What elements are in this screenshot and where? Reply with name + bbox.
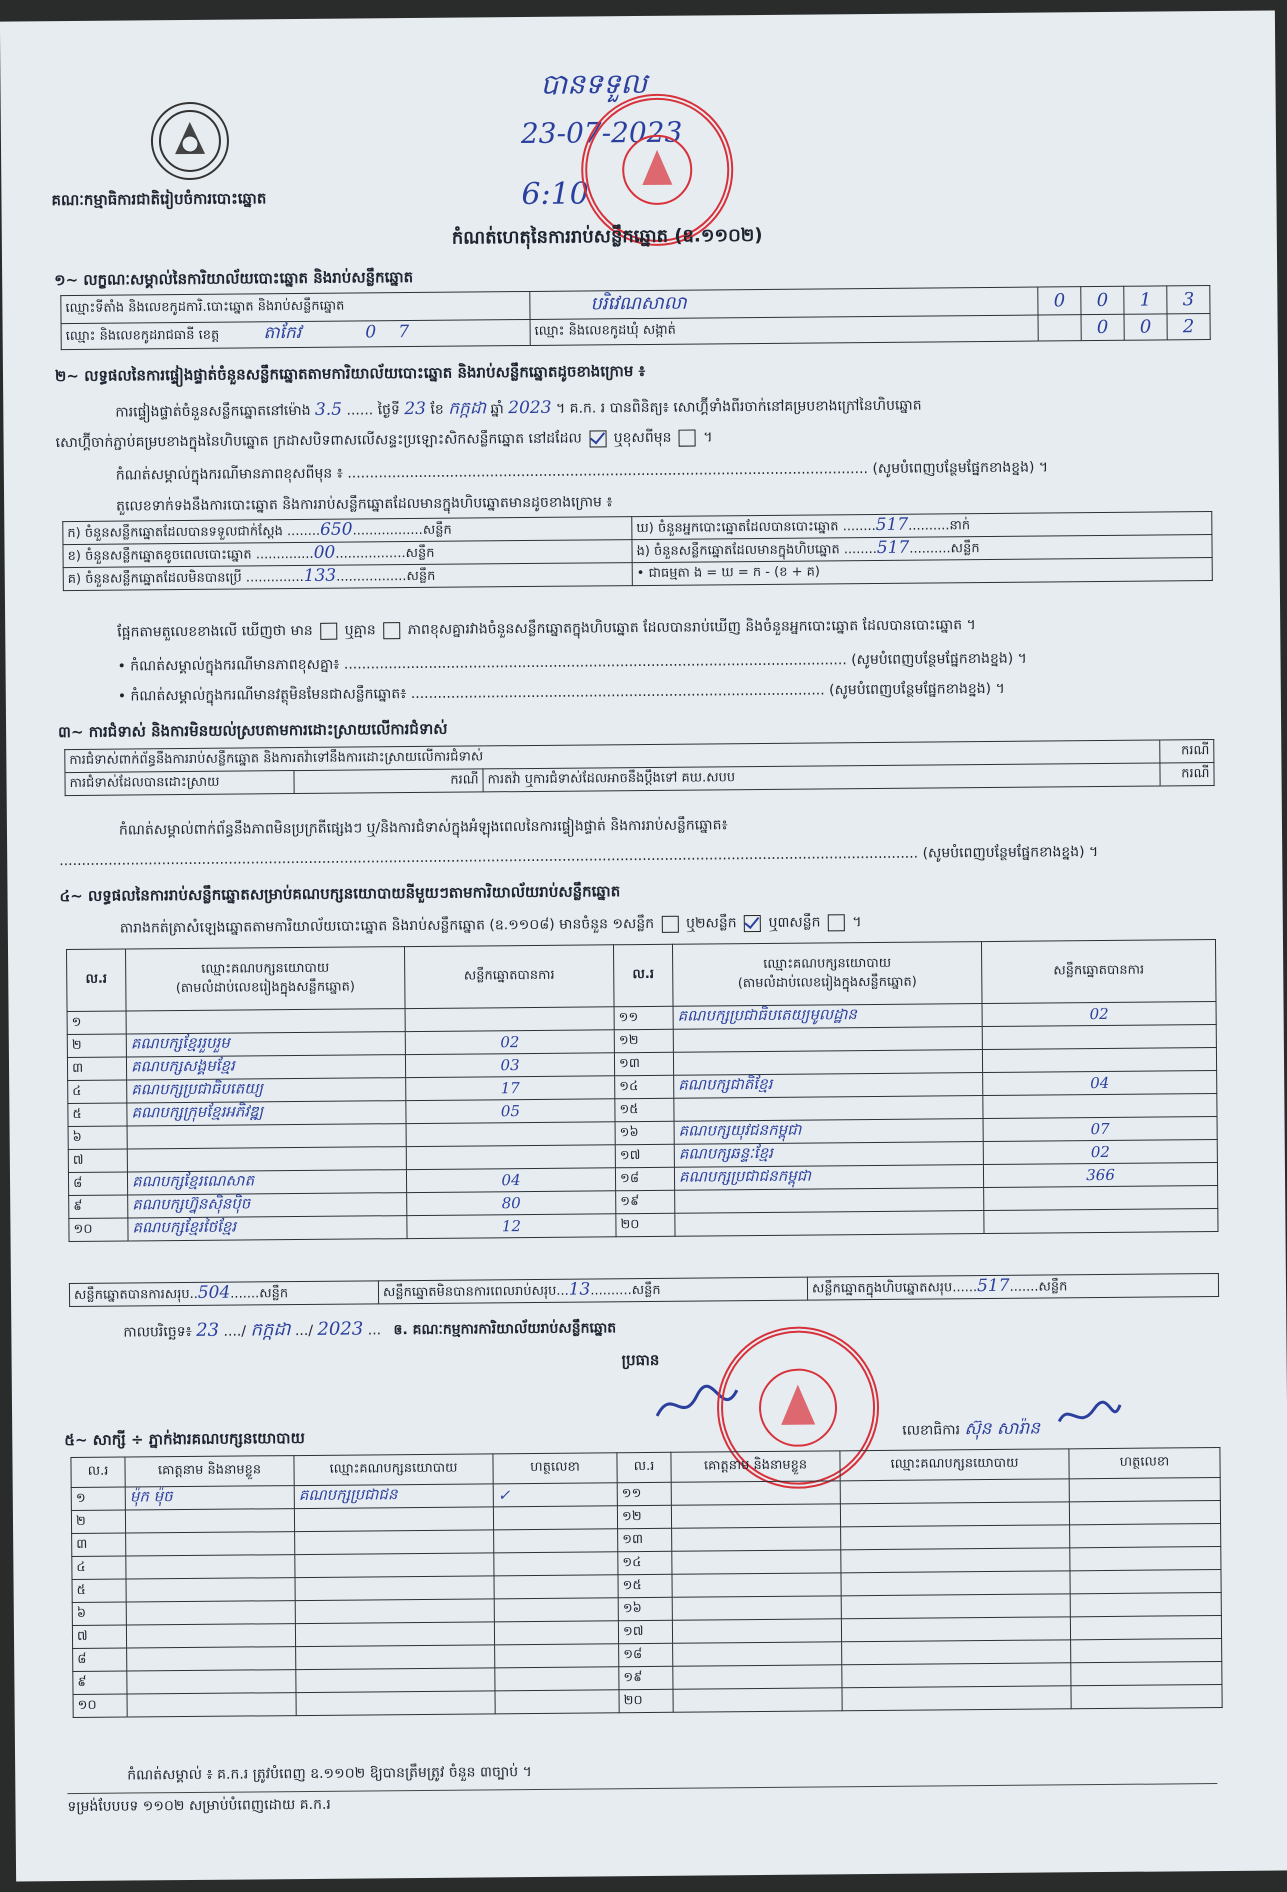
witness-party <box>840 1502 1069 1527</box>
witness-party <box>295 1599 494 1624</box>
total-unit: សន្លឹក <box>259 1286 289 1302</box>
secretary-signature <box>1054 1411 1124 1440</box>
party-votes <box>405 1007 614 1032</box>
party-name <box>127 1147 406 1172</box>
witness-name <box>673 1688 842 1712</box>
witness-name <box>126 1601 295 1625</box>
count-value: 517 <box>875 514 909 535</box>
bullet1: • កំណត់សម្គាល់ក្នុងករណីមានភាពខុសគ្នា៖ <box>117 656 340 675</box>
party-no: ៣ <box>67 1057 126 1081</box>
witness-signature <box>1071 1684 1222 1708</box>
witness-party <box>295 1553 494 1578</box>
counts-row: គ) ចំនួនសន្លឹកឆ្នោតដែលមិនបានប្រើ ..............133.................សន្លឹក • ជាធម្មតា ង = ឃ = ក - (ខ + គ) <box>63 558 1212 591</box>
row2-label-text: ឈ្មោះ និងលេខកូដរាជធានី ខេត្ត <box>65 327 220 345</box>
witness-no: ៨ <box>73 1648 127 1671</box>
party-votes <box>982 1025 1216 1050</box>
party-no: ១៥ <box>615 1098 674 1122</box>
handwritten-received: បានទទួល <box>540 66 648 101</box>
witness-no: ៤ <box>72 1556 126 1579</box>
section2-heading: ២~ លទ្ធផលនៃការផ្ទៀងផ្ទាត់ចំនួនសន្លឹកឆ្នោតតាមការិយាល័យបោះឆ្នោត និងរាប់សន្លឹកឆ្នោតដូចខាងក្រោម ៖ <box>54 361 646 386</box>
para1-e: ។ គ.ក. រ បានពិនិត្យ៖ សោហ្គ៊ីទាំងពីរចាក់នៅគម្របខាងក្រៅនៃហិបឆ្នោត <box>555 397 922 417</box>
party-no: ១ <box>67 1011 126 1035</box>
witness-name <box>672 1550 841 1574</box>
opt2-label: ឬ២សន្លឹក <box>685 915 737 932</box>
date-line: កាលបរិច្ឆេទ៖ 23 ..../ កក្កដា .../ 2023 ... ឲ. គណៈកម្មការការិយាល័យរាប់សន្លឹកឆ្នោត <box>123 1318 617 1341</box>
row2-digit: 0 <box>1124 314 1167 340</box>
witness-signature <box>494 1575 618 1599</box>
count-label: ឃ) ចំនួនអ្នកបោះឆ្នោតដែលបានបោះឆ្នោត <box>636 519 839 537</box>
party-name: គណបក្សជាតិខ្មែរ <box>674 1073 983 1099</box>
total-valid: 504 <box>197 1282 231 1303</box>
section5-note: កំណត់សម្គាល់ ៖ គ.ក.រ ត្រូវបំពេញ ឧ.១១០២ ឱ្យបានត្រឹមត្រូវ ចំនួន ៣ច្បាប់ ។ <box>127 1764 532 1784</box>
witness-party <box>296 1691 495 1716</box>
witness-party <box>841 1594 1070 1619</box>
witness-signature <box>1070 1524 1221 1548</box>
footer-text: ទម្រង់បែបបទ ១១០២ សម្រាប់បំពេញដោយ គ.ក.រ <box>67 1796 331 1816</box>
witness-signature <box>1069 1478 1220 1502</box>
discrepancy-line <box>117 615 976 643</box>
witness-no: ៦ <box>72 1602 126 1625</box>
witness-signature <box>1070 1593 1221 1617</box>
w-col-sig: ហត្ថលេខា <box>493 1453 617 1484</box>
party-name: គណបក្សក្រុមខ្មែរអភិវឌ្ឍ <box>127 1101 406 1126</box>
total-invalid-cell: សន្លឹកឆ្នោតមិនបានការពេលរាប់សរុប...13..........សន្លឹក <box>378 1277 807 1304</box>
witness-party <box>295 1530 494 1555</box>
witness-party: គណបក្សប្រជាជន <box>294 1484 493 1509</box>
check-day: 23 <box>404 398 427 420</box>
counts-table <box>62 511 1213 591</box>
witness-name <box>671 1481 840 1505</box>
row2-digit: 2 <box>1167 314 1210 340</box>
case-label: ករណី <box>294 769 483 794</box>
row2-value: តាកែវ <box>263 322 302 344</box>
witness-signature <box>495 1690 619 1714</box>
w-col-no: ល.រ <box>71 1457 125 1487</box>
party-no: ៩ <box>69 1195 128 1219</box>
row2-label <box>61 319 530 349</box>
witness-signature <box>495 1644 619 1668</box>
party-name: គណបក្សខ្មែរណេសាត <box>127 1170 406 1195</box>
counts-row: ខ) ចំនួនសន្លឹកឆ្នោតខូចពេលបោះឆ្នោត ..............00.................សន្លឹក ង) ចំនួនសន្លឹកឆ្នោតដែលមានក្នុងហិបឆ្នោត ........517..........សន្លឹក <box>63 535 1212 568</box>
row1-label: ឈ្មោះទីតាំង និងលេខកូដការិ.បោះឆ្នោត និងរាប់សន្លឹកឆ្នោត <box>61 291 530 323</box>
intro-end: ។ <box>852 914 862 931</box>
section3-note-line: ................................................................................................................................................................................................. (សូមបំពេញបន្ថែមផ្នែកខាងខ្នង) ។ <box>59 844 1099 870</box>
party-votes: 04 <box>983 1071 1217 1096</box>
party-no: ១៨ <box>615 1167 674 1191</box>
witness-name <box>672 1596 841 1620</box>
party-name <box>675 1188 984 1214</box>
note-diff: កំណត់សម្គាល់ក្នុងករណីមានភាពខុសពីមុន ៖ <box>115 465 343 484</box>
case-label: ករណី <box>1160 740 1214 763</box>
changed-checkbox[interactable] <box>679 429 696 446</box>
witness-party <box>841 1617 1070 1642</box>
table-intro: តួលេខទាក់ទងនឹងការបោះឆ្នោត និងការរាប់សន្លឹកឆ្នោតដែលមានក្នុងហិបឆ្នោតមានដូចខាងក្រោម ៖ <box>116 494 613 515</box>
witness-no: ៣ <box>72 1533 126 1556</box>
total-box-label: សន្លឹកឆ្នោតក្នុងហិបឆ្នោតសរុប <box>811 1280 953 1297</box>
col-party-title: ឈ្មោះគណបក្សនយោបាយ <box>763 955 892 972</box>
unchanged-checkbox[interactable] <box>589 430 606 447</box>
party-name: គណបក្សប្រជាធិបតេយ្យ <box>127 1078 406 1103</box>
handwritten-date: 23-07-2023 <box>520 115 683 151</box>
after2: ឬគ្មាន <box>344 622 376 639</box>
party-votes: 03 <box>405 1053 614 1078</box>
date-label: កាលបរិច្ឆេទ៖ <box>123 1323 192 1341</box>
party-name <box>674 1096 983 1122</box>
para1-d: ឆ្នាំ <box>490 401 504 418</box>
counts-row: ក) ចំនួនសន្លឹកឆ្នោតដែលបានទទួលជាក់ស្តែង ........650.................សន្លឹក ឃ) ចំនួនអ្នកបោះឆ្នោតដែលបានបោះឆ្នោត ........517..........នាក់ <box>63 512 1212 545</box>
party-votes: 02 <box>405 1030 614 1055</box>
witness-name <box>127 1670 296 1694</box>
total-box: 517 <box>976 1275 1010 1297</box>
party-votes: 07 <box>983 1117 1217 1142</box>
witness-signature <box>1070 1616 1221 1640</box>
party-votes <box>984 1209 1218 1234</box>
results-table <box>66 939 1219 1242</box>
witness-signature <box>493 1506 617 1530</box>
count-unit: នាក់ <box>949 518 971 534</box>
witness-signature <box>494 1621 618 1645</box>
count-value: 00 <box>313 542 336 563</box>
row1-digit: 3 <box>1167 286 1210 314</box>
formula: • ជាធម្មតា ង = ឃ = ក - (ខ + គ) <box>636 563 820 581</box>
witness-no: ១៨ <box>619 1643 673 1666</box>
objection-row1: ការជំទាស់ពាក់ព័ន្ធនឹងការរាប់សន្លឹកឆ្នោត និងការតវ៉ាទៅនឹងការដោះស្រាយលើការជំទាស់ <box>65 740 1161 773</box>
party-no: ១៦ <box>615 1121 674 1145</box>
secretary-line <box>902 1397 1125 1444</box>
witness-party <box>841 1525 1070 1550</box>
witness-no: ១៩ <box>619 1666 673 1689</box>
objections-table <box>64 739 1214 796</box>
count-value: 517 <box>876 537 910 558</box>
party-no: ៤ <box>68 1080 127 1104</box>
witness-signature <box>1070 1570 1221 1594</box>
total-invalid: 13 <box>568 1279 591 1300</box>
party-votes: 366 <box>983 1163 1217 1188</box>
witness-name <box>125 1509 294 1533</box>
bullet1-line: • កំណត់សម្គាល់ក្នុងករណីមានភាពខុសគ្នា៖ ................................................................................................................. (សូមបំពេញបន្ថែមផ្នែកខាងខ្នង) ។ <box>117 650 1027 675</box>
witness-party <box>296 1668 495 1693</box>
date-year: 2023 <box>317 1318 364 1340</box>
party-name <box>126 1009 405 1034</box>
count-unit: សន្លឹក <box>406 568 436 585</box>
party-no: ១៣ <box>614 1052 673 1076</box>
count-label: ក) ចំនួនសន្លឹកឆ្នោតដែលបានទទួលជាក់ស្តែង <box>67 524 283 542</box>
party-name: គណបក្សយុវជនកម្ពុជា <box>674 1119 983 1145</box>
party-no: ១១ <box>614 1006 673 1030</box>
count-unit: សន្លឹក <box>405 545 435 562</box>
count-unit: សន្លឹក <box>422 522 452 538</box>
party-name: គណបក្សខ្មែរថៃខ្មែរ <box>128 1216 407 1241</box>
party-no: ១៩ <box>616 1190 675 1214</box>
count-unit: សន្លឹក <box>950 541 980 557</box>
party-votes: 12 <box>407 1214 616 1239</box>
party-no: ២ <box>67 1034 126 1058</box>
para1-g: ឬខុសពីមុន <box>613 429 672 447</box>
section3-heading: ៣~ ការជំទាស់ និងការមិនយល់ស្របតាមការដោះស្រាយលើការជំទាស់ <box>58 719 448 742</box>
one-sheet-checkbox[interactable] <box>662 915 679 932</box>
witness-name <box>127 1647 296 1671</box>
witness-no: ១៥ <box>618 1574 672 1597</box>
note-diff-line: កំណត់សម្គាល់ក្នុងករណីមានភាពខុសពីមុន ៖ ..................................................................................................................... (សូមបំពេញបន្ថែមផ្នែកខាងខ្នង) ។ <box>115 459 1049 484</box>
section1-heading: ១~ លក្ខណៈសម្គាល់នៃការិយាល័យបោះឆ្នោត និងរាប់សន្លឹកឆ្នោត <box>54 268 414 290</box>
witness-party <box>296 1645 495 1670</box>
witness-signature <box>495 1667 619 1691</box>
row2-code: 0 <box>365 322 377 343</box>
party-no: ៨ <box>68 1172 127 1196</box>
witness-party <box>842 1663 1071 1688</box>
row2-digit: 0 <box>1081 314 1124 340</box>
col-votes: សន្លឹកឆ្នោតបានការ <box>404 945 614 1009</box>
witness-party <box>294 1507 493 1532</box>
witness-table <box>70 1447 1222 1718</box>
witness-party <box>840 1479 1069 1504</box>
form-paper <box>0 10 1287 1881</box>
para1-end: ។ <box>703 429 713 446</box>
w-col-name: គោត្តនាម និងនាមខ្លួន <box>671 1451 840 1482</box>
committee-label: ឲ. គណៈកម្មការការិយាល័យរាប់សន្លឹកឆ្នោត <box>393 1320 617 1339</box>
discrepancy-yes-checkbox[interactable] <box>320 622 337 639</box>
witness-no: ១ <box>71 1487 125 1510</box>
section2-para1b <box>56 427 713 454</box>
row1-digit: 0 <box>1081 286 1124 314</box>
note-diff-suffix: (សូមបំពេញបន្ថែមផ្នែកខាងខ្នង) ។ <box>872 459 1049 478</box>
chair-label: ប្រធាន <box>621 1350 660 1370</box>
witness-signature <box>494 1529 618 1553</box>
col-party-sub: (តាមលំដាប់លេខរៀងក្នុងសន្លឹកឆ្នោត) <box>737 974 917 991</box>
date-day: 23 <box>196 1319 220 1341</box>
witness-signature <box>494 1598 618 1622</box>
party-votes: 02 <box>982 1002 1216 1027</box>
party-name: គណបក្សខ្មែររួបរួម <box>126 1032 405 1057</box>
secretary-name: ស៊ុន សារ៉ាន <box>964 1418 1041 1440</box>
witness-no: ១៧ <box>618 1620 672 1643</box>
witness-party <box>295 1576 494 1601</box>
witness-party <box>841 1548 1070 1573</box>
party-votes: 02 <box>983 1140 1217 1165</box>
party-name <box>675 1211 984 1237</box>
section1-table <box>60 285 1210 350</box>
party-no: ៥ <box>68 1103 127 1127</box>
witness-name <box>672 1619 841 1643</box>
party-no: ១៤ <box>615 1075 674 1099</box>
witness-name <box>672 1527 841 1551</box>
total-unit: សន្លឹក <box>631 1282 661 1299</box>
witness-signature <box>1071 1638 1222 1662</box>
handwritten-time: 6:10 <box>521 176 589 213</box>
count-value: 133 <box>303 565 337 586</box>
case-label: ករណី <box>1160 763 1214 786</box>
party-name: គណបក្សប្រជាជនកម្ពុជា <box>674 1165 983 1191</box>
party-votes: 05 <box>406 1099 615 1124</box>
party-votes: 17 <box>406 1076 615 1101</box>
party-no: ៧ <box>68 1149 127 1173</box>
witness-no: ១៦ <box>618 1597 672 1620</box>
w-col-party: ឈ្មោះគណបក្សនយោបាយ <box>294 1454 493 1486</box>
witness-no: ២០ <box>619 1689 673 1712</box>
bullet2-line: • កំណត់សម្គាល់ក្នុងករណីមានវត្ថុមិនមែនជាសន្លឹកឆ្នោត៖ ............................................................................................. (សូមបំពេញបន្ថែមផ្នែកខាងខ្នង) ។ <box>117 680 1005 705</box>
witness-no: ១៤ <box>618 1551 672 1574</box>
after3: ភាពខុសគ្នារវាងចំនួនសន្លឹកឆ្នោតក្នុងហិបឆ្នោត ដែលបានរាប់ឃើញ និងចំនួនអ្នកបោះឆ្នោត ដែលបានបោះឆ្នោត ។ <box>407 617 976 639</box>
witness-no: ១១ <box>617 1482 671 1505</box>
section4-intro-line <box>120 912 862 939</box>
count-label: ខ) ចំនួនសន្លឹកឆ្នោតខូចពេលបោះឆ្នោត <box>67 547 252 565</box>
witness-name <box>673 1642 842 1666</box>
party-no: ៦ <box>68 1126 127 1150</box>
party-votes <box>406 1122 615 1147</box>
form-title: កំណត់ហេតុនៃការរាប់សន្លឹកឆ្នោត (ឧ.១១០២) <box>451 224 763 249</box>
row2-digit-blank <box>1038 315 1081 341</box>
col-party <box>672 942 982 1007</box>
org-name: គណៈកម្មាធិការជាតិរៀបចំការបោះឆ្នោត <box>51 189 267 210</box>
party-votes: 04 <box>406 1168 615 1193</box>
para1-b: ថ្ងៃទី <box>377 402 400 419</box>
witness-name <box>126 1532 295 1556</box>
witness-signature: ✓ <box>493 1483 617 1507</box>
witness-no: ១២ <box>617 1505 671 1528</box>
party-name <box>127 1124 406 1149</box>
total-valid-label: សន្លឹកឆ្នោតបានការសរុប <box>73 1286 190 1303</box>
after1: ផ្អែកតាមតួលេខខាងលើ ឃើញថា មាន <box>117 622 313 641</box>
row2-code: 7 <box>398 322 410 343</box>
row1-digit: 1 <box>1124 286 1167 314</box>
count-value: 650 <box>319 519 353 540</box>
nec-emblem-icon <box>151 102 230 181</box>
witness-signature <box>1070 1547 1221 1571</box>
date-month: កក្កដា <box>250 1319 291 1341</box>
party-name: គណបក្សប្រជាធិបតេយ្យមូលដ្ឋាន <box>673 1004 982 1030</box>
witness-no: ១៣ <box>618 1528 672 1551</box>
party-votes <box>983 1094 1217 1119</box>
witness-no: ២ <box>71 1510 125 1533</box>
party-votes <box>406 1145 615 1170</box>
total-valid-cell: សន្លឹកឆ្នោតបានការសរុប..504.......សន្លឹក <box>69 1281 378 1307</box>
w-col-no: ល.រ <box>617 1452 671 1482</box>
party-name: គណបក្សហ្វ៊ុនស៊ិនប៉ិច <box>128 1193 407 1218</box>
para1-c: ខែ <box>430 401 444 418</box>
witness-party <box>295 1622 494 1647</box>
witness-name <box>126 1555 295 1579</box>
section3-suffix: (សូមបំពេញបន្ថែមផ្នែកខាងខ្នង) ។ <box>922 844 1099 862</box>
w-col-sig: ហត្ថលេខា <box>1069 1448 1220 1479</box>
total-invalid-label: សន្លឹកឆ្នោតមិនបានការពេលរាប់សរុប <box>382 1283 557 1301</box>
witness-name <box>672 1573 841 1597</box>
objection-appeal: ការតវ៉ា ឬការជំទាស់ដែលអាចនឹងប្តឹងទៅ គឃ.សបប <box>483 763 1161 792</box>
w-col-party: ឈ្មោះគណបក្សនយោបាយ <box>840 1449 1069 1481</box>
row2-commune-label: ឈ្មោះ និងលេខកូដឃុំ សង្កាត់ <box>530 315 1038 345</box>
witness-party <box>841 1571 1070 1596</box>
party-name: គណបក្សឆន្ទៈខ្មែរ <box>674 1142 983 1168</box>
three-sheets-checkbox[interactable] <box>828 914 845 931</box>
results-totals <box>69 1273 1219 1307</box>
col-party <box>126 947 406 1011</box>
witness-party <box>842 1686 1071 1711</box>
bullet2: • កំណត់សម្គាល់ក្នុងករណីមានវត្ថុមិនមែនជាសន្លឹកឆ្នោត៖ <box>117 686 407 705</box>
section4-intro: តារាងកត់ត្រាសំឡេងឆ្នោតតាមការិយាល័យបោះឆ្នោត និងរាប់សន្លឹកឆ្នោត (ឧ.១១០៨) មានចំនួន ១សន្លឹក <box>119 915 655 937</box>
party-name <box>673 1050 982 1076</box>
total-unit: សន្លឹក <box>1038 1279 1068 1295</box>
col-no: ល.រ <box>613 944 673 1007</box>
opt3-label: ឬ៣សន្លឹក <box>768 914 821 931</box>
row1-value: បរិវេណសាលា <box>530 287 1038 319</box>
party-votes <box>982 1048 1216 1073</box>
check-year: 2023 <box>508 397 552 419</box>
check-time: 3.5 <box>314 399 343 420</box>
col-no: ល.រ <box>67 949 127 1012</box>
party-no: ១៧ <box>615 1144 674 1168</box>
witness-no: ៥ <box>72 1579 126 1602</box>
count-label: គ) ចំនួនសន្លឹកឆ្នោតដែលមិនបានប្រើ <box>67 570 242 588</box>
objection-resolved: ការជំទាស់ដែលបានដោះស្រាយ <box>65 771 294 796</box>
section5-heading: ៥~ សាក្សី ÷ ភ្នាក់ងារគណបក្សនយោបាយ <box>64 1428 305 1450</box>
witness-name <box>126 1578 295 1602</box>
party-votes: 80 <box>407 1191 616 1216</box>
col-party-title: ឈ្មោះគណបក្សនយោបាយ <box>201 960 330 977</box>
witness-signature <box>494 1552 618 1576</box>
witness-no: ៧ <box>72 1625 126 1648</box>
secretary-label: លេខាធិការ <box>902 1422 961 1439</box>
para1-a: ការផ្ទៀងផ្ទាត់ចំនួនសន្លឹកឆ្នោតនៅម៉ោង <box>115 402 311 421</box>
party-votes <box>984 1186 1218 1211</box>
witness-no: ១០ <box>73 1694 127 1717</box>
bullet2-suffix: (សូមបំពេញបន្ថែមផ្នែកខាងខ្នង) ។ <box>829 680 1005 699</box>
col-party-sub: (តាមលំដាប់លេខរៀងក្នុងសន្លឹកឆ្នោត) <box>175 979 355 996</box>
check-month: កក្កដា <box>448 398 487 419</box>
col-votes: សន្លឹកឆ្នោតបានការ <box>981 940 1216 1004</box>
para1-f: សោហ្គ៊ីចាក់ភ្ជាប់គម្របខាងក្នុងនៃហិបឆ្នោត ក្រដាសបិទពាសលើសន្ទះប្រឡោះសិកសន្លឹកឆ្នោត នៅដដែល <box>55 430 582 452</box>
witness-name: ម៉ុក ម៉ុច <box>125 1486 294 1510</box>
witness-name <box>126 1624 295 1648</box>
party-no: ១០ <box>69 1218 128 1242</box>
witness-name <box>671 1504 840 1528</box>
discrepancy-no-checkbox[interactable] <box>383 622 400 639</box>
w-col-name: គោត្តនាម និងនាមខ្លួន <box>125 1456 294 1487</box>
party-name: គណបក្សសង្គមខ្មែរ <box>126 1055 405 1080</box>
count-label: ង) ចំនួនសន្លឹកឆ្នោតដែលមានក្នុងហិបឆ្នោត <box>636 542 840 560</box>
party-no: ២០ <box>616 1213 675 1237</box>
section3-note: កំណត់សម្គាល់ពាក់ព័ន្ធនឹងភាពមិនប្រក្រតីផ្សេងៗ ឬ/និងការជំទាស់ក្នុងអំឡុងពេលនៃការផ្ទៀងផ្ទាត់ និងការរាប់សន្លឹកឆ្នោត៖ <box>118 817 728 839</box>
witness-party <box>842 1640 1071 1665</box>
total-box-cell: សន្លឹកឆ្នោតក្នុងហិបឆ្នោតសរុប......517.......សន្លឹក <box>807 1274 1218 1301</box>
party-name <box>673 1027 982 1053</box>
section4-heading: ៤~ លទ្ធផលនៃការរាប់សន្លឹកឆ្នោតសម្រាប់គណបក្សនយោបាយនីមួយៗតាមការិយាល័យរាប់សន្លឹកឆ្នោត <box>59 882 621 906</box>
row1-digit: 0 <box>1038 287 1081 315</box>
witness-signature <box>1069 1501 1220 1525</box>
witness-signature <box>1071 1661 1222 1685</box>
witness-no: ៩ <box>73 1671 127 1694</box>
witness-name <box>127 1693 296 1717</box>
bullet1-suffix: (សូមបំពេញបន្ថែមផ្នែកខាងខ្នង) ។ <box>851 650 1027 669</box>
section2-para1: ការផ្ទៀងផ្ទាត់ចំនួនសន្លឹកឆ្នោតនៅម៉ោង 3.5 ...... ថ្ងៃទី 23 ខែ កក្កដា ឆ្នាំ 2023 ។ គ.ក. រ បានពិនិត្យ៖ សោហ្គ៊ីទាំងពីរចាក់នៅគម្របខាងក្រៅនៃហិបឆ្នោត <box>115 397 922 421</box>
party-no: ១២ <box>614 1029 673 1053</box>
witness-name <box>673 1665 842 1689</box>
two-sheets-checkbox[interactable] <box>744 914 761 931</box>
